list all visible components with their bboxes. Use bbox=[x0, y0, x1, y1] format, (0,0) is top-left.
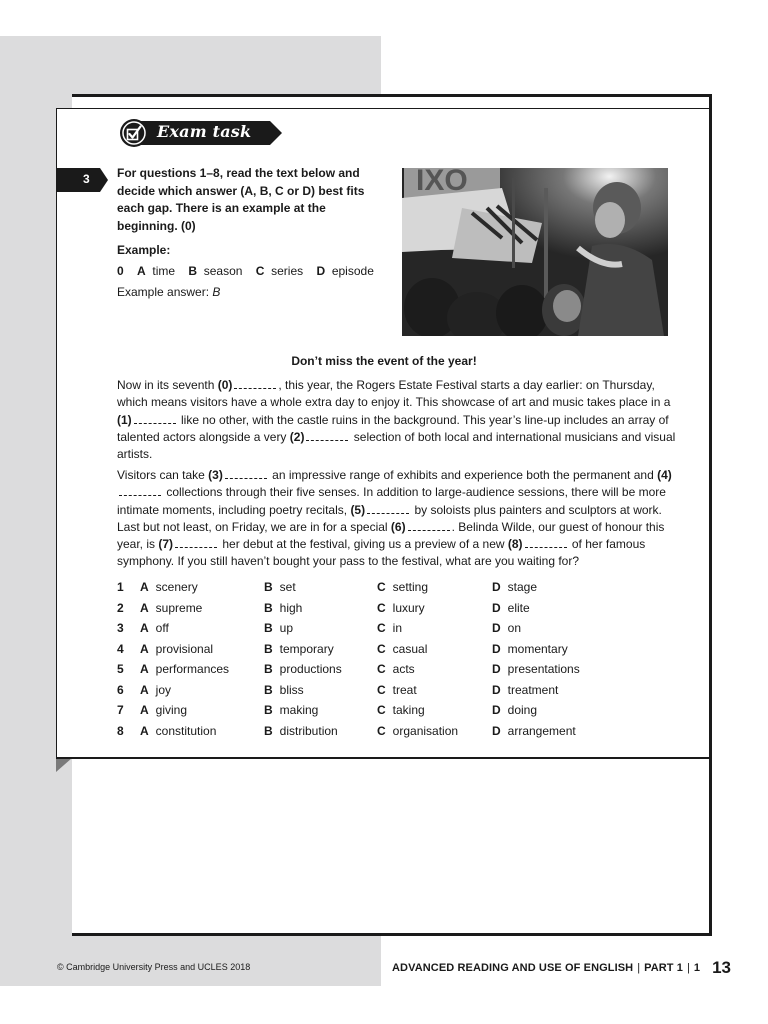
question-number: 3 bbox=[83, 172, 90, 186]
page-footer bbox=[392, 958, 731, 978]
article-title: Don’t miss the event of the year! bbox=[291, 354, 477, 368]
gap-5-line bbox=[367, 505, 409, 514]
example-number: 0 bbox=[117, 264, 124, 278]
text-segment: of her famous symphony. If you still haven’t bought your pass to the festival, what are you waiting for? bbox=[117, 537, 646, 569]
gap-4-line bbox=[119, 487, 161, 496]
option-a: A supreme bbox=[140, 600, 203, 615]
article-paragraph-2 bbox=[117, 467, 677, 571]
gap-2-line bbox=[306, 432, 348, 441]
gap-6-number: (6) bbox=[390, 519, 406, 534]
text-segment: selection of both local and international musicians and visual artists. bbox=[117, 429, 676, 462]
option-c: C organisation bbox=[377, 723, 459, 738]
gap-0-line bbox=[234, 380, 276, 389]
option-b: B set bbox=[264, 580, 296, 594]
option-d: D elite bbox=[492, 600, 530, 615]
gap-2-number: (2) bbox=[289, 429, 305, 444]
gap-4-number: (4) bbox=[657, 468, 672, 482]
gap-8-number: (8) bbox=[507, 537, 523, 552]
gap-7-number: (7) bbox=[158, 537, 174, 552]
option-row-3 bbox=[117, 621, 637, 642]
option-b: B up bbox=[264, 621, 294, 635]
option-row-5 bbox=[117, 662, 637, 683]
option-d: D arrangement bbox=[492, 723, 576, 738]
option-number: 5 bbox=[117, 662, 124, 676]
example-letter-c: C bbox=[255, 264, 265, 278]
example-answer-label: Example answer: bbox=[117, 285, 210, 299]
page-number: 13 bbox=[712, 958, 731, 977]
option-c: C luxury bbox=[377, 600, 425, 615]
text-segment: like no other, with the castle ruins in the background. This year’s line-up includes an array of talented actors alongside a very bbox=[117, 412, 669, 444]
option-b: B bliss bbox=[264, 682, 304, 697]
option-row-2 bbox=[117, 601, 637, 622]
option-number: 2 bbox=[117, 600, 124, 615]
example-option-d: episode bbox=[331, 264, 374, 278]
footer-part: PART 1 bbox=[644, 962, 683, 974]
text-segment: . Belinda Wilde, our guest of honour this year, is bbox=[117, 519, 665, 552]
example-option-b: season bbox=[203, 264, 243, 278]
text-segment: her debut at the festival, giving us a preview of a new bbox=[219, 537, 508, 552]
option-number: 8 bbox=[117, 723, 124, 738]
text-segment: Now in its seventh bbox=[117, 378, 218, 392]
text-segment: Visitors can take bbox=[117, 468, 209, 482]
option-c: C casual bbox=[377, 641, 428, 656]
gap-1-line bbox=[134, 415, 176, 424]
article-paragraph-1 bbox=[117, 377, 677, 463]
footer-subpart: 1 bbox=[693, 962, 701, 974]
gap-3-line bbox=[225, 470, 267, 479]
checkbox-tick-icon bbox=[118, 119, 150, 147]
option-d: D presentations bbox=[492, 662, 580, 676]
option-c: C treat bbox=[377, 682, 417, 697]
festival-crowd-photo bbox=[402, 168, 668, 336]
example-letter-a: A bbox=[137, 264, 146, 278]
option-a: A giving bbox=[140, 703, 188, 717]
option-row-8 bbox=[117, 724, 637, 745]
question-number-tab bbox=[56, 168, 108, 192]
option-number: 3 bbox=[117, 621, 124, 635]
option-d: D treatment bbox=[492, 682, 559, 697]
option-row-6 bbox=[117, 683, 637, 704]
option-a: A scenery bbox=[140, 580, 198, 594]
text-segment: , this year, the Rogers Estate Festival starts a day earlier: on Thursday, which means visitors have a whole extra day to enjoy it. This showcase of art and music takes place in a bbox=[117, 378, 671, 410]
option-b: B making bbox=[264, 703, 319, 717]
example-option-c: series bbox=[271, 264, 304, 278]
option-b: B distribution bbox=[264, 723, 338, 738]
text-segment: by soloists plus painters and sculptors at work. Last but not least, on Friday, we are in for a special bbox=[117, 502, 662, 534]
option-c: C in bbox=[377, 621, 403, 635]
footer-separator: | bbox=[637, 962, 641, 974]
option-b: B temporary bbox=[264, 641, 334, 656]
exam-task-banner bbox=[118, 119, 284, 147]
svg-text:IXO: IXO bbox=[416, 168, 468, 197]
option-a: A joy bbox=[140, 682, 172, 697]
example-letter-d: D bbox=[316, 264, 326, 278]
footer-separator: | bbox=[687, 962, 690, 974]
gap-3-number: (3) bbox=[208, 468, 223, 482]
example-heading: Example: bbox=[117, 243, 171, 257]
option-row-1 bbox=[117, 580, 637, 601]
gap-8-line bbox=[525, 539, 567, 548]
example-option-a: time bbox=[152, 264, 176, 278]
question-instruction: For questions 1–8, read the text below and decide which answer (A, B, C or D) best fits each gap. There is an example at the beginning. (0) bbox=[117, 166, 365, 233]
option-a: A provisional bbox=[140, 641, 214, 656]
option-b: B high bbox=[264, 600, 303, 615]
gap-7-line bbox=[175, 539, 217, 548]
gap-6-line bbox=[408, 522, 450, 531]
option-row-7 bbox=[117, 703, 637, 724]
option-row-4 bbox=[117, 642, 637, 663]
answer-options-table bbox=[117, 580, 637, 744]
example-answer bbox=[117, 285, 220, 299]
copyright-notice: © Cambridge University Press and UCLES 2018 bbox=[57, 962, 251, 972]
option-d: D stage bbox=[492, 580, 538, 594]
option-number: 4 bbox=[117, 641, 124, 656]
option-b: B productions bbox=[264, 662, 342, 676]
example-answer-value: B bbox=[212, 285, 221, 299]
page-fold-corner bbox=[56, 758, 72, 772]
option-number: 6 bbox=[117, 682, 124, 697]
option-d: D momentary bbox=[492, 641, 568, 656]
gap-0-number: (0) bbox=[217, 378, 233, 392]
option-number: 1 bbox=[117, 580, 124, 594]
option-d: D on bbox=[492, 621, 522, 635]
footer-section: ADVANCED READING AND USE OF ENGLISH bbox=[391, 962, 634, 974]
option-number: 7 bbox=[117, 703, 124, 717]
option-a: A off bbox=[140, 621, 169, 635]
exam-task-title: Exam task bbox=[157, 122, 252, 141]
option-c: C acts bbox=[377, 662, 415, 676]
option-d: D doing bbox=[492, 703, 538, 717]
option-c: C taking bbox=[377, 703, 425, 717]
example-letter-b: B bbox=[188, 264, 198, 278]
text-segment: collections through their five senses. In addition to large-audience sessions, there will be more intimate moments, including poetry recitals, bbox=[117, 485, 666, 517]
example-options bbox=[117, 264, 374, 278]
option-a: A constitution bbox=[140, 723, 217, 738]
option-a: A performances bbox=[140, 662, 230, 676]
gap-5-number: (5) bbox=[350, 502, 366, 517]
text-segment: an impressive range of exhibits and experience both the permanent and bbox=[268, 468, 658, 482]
gap-1-number: (1) bbox=[117, 412, 132, 427]
option-c: C setting bbox=[377, 580, 429, 594]
